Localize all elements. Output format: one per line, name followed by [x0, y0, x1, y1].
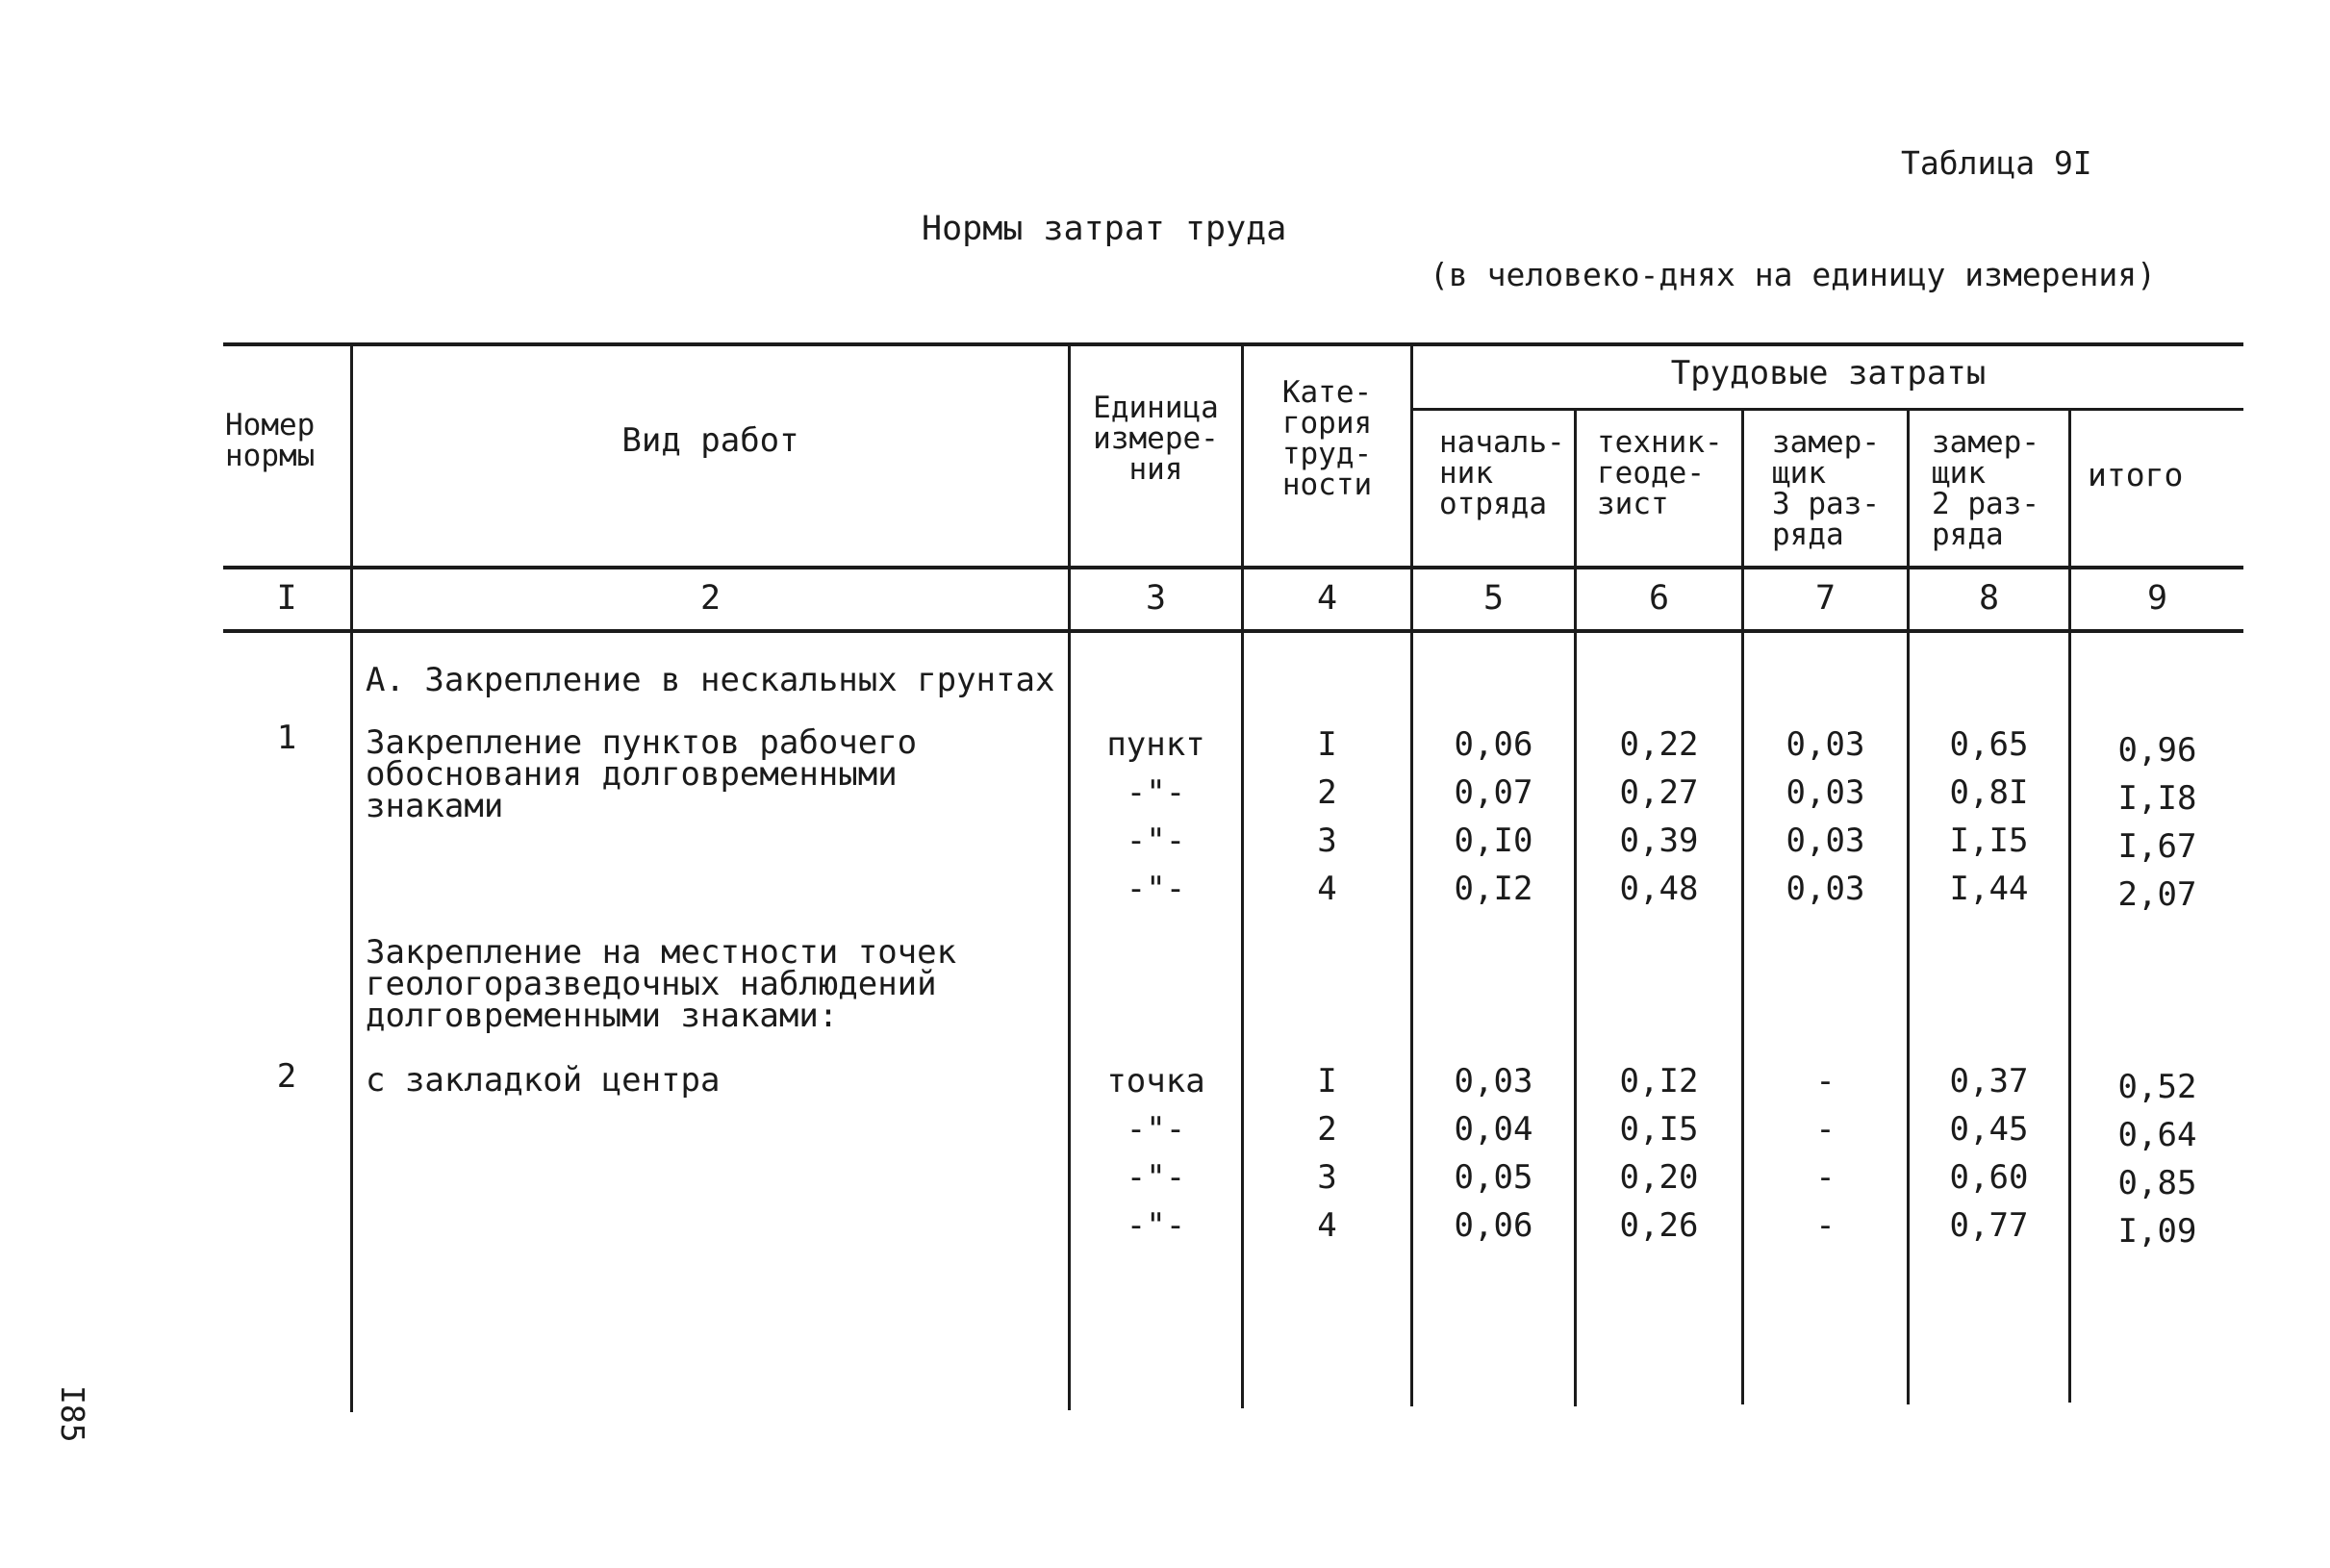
value-total: 0,96: [2117, 731, 2197, 770]
value-technician: 0,I2: [1619, 1062, 1699, 1100]
unit-cell: -"-: [1126, 773, 1186, 812]
header-meter-grade3: замер- щик 3 раз- ряда: [1772, 425, 1880, 552]
labor-group-rule: [1412, 408, 2243, 411]
group-heading: Закрепление на местности точек геологоразведочных наблюдений долговременными знаками:: [366, 933, 957, 1035]
value-total: I,67: [2117, 827, 2197, 866]
header-unit: Единица измере- ния: [1093, 391, 1219, 487]
category-cell: 4: [1317, 1206, 1337, 1245]
value-chief: 0,05: [1454, 1158, 1533, 1197]
column-divider: [1574, 408, 1577, 1406]
value-meter3: -: [1815, 1158, 1836, 1197]
value-meter2: I,I5: [1949, 822, 2029, 860]
column-divider: [1741, 408, 1744, 1404]
value-total: 0,64: [2117, 1116, 2197, 1154]
value-meter2: I,44: [1949, 870, 2029, 908]
value-meter2: 0,77: [1949, 1206, 2029, 1245]
category-cell: 3: [1317, 1158, 1337, 1197]
norm-description: с закладкой центра: [366, 1061, 721, 1100]
value-meter3: -: [1815, 1062, 1836, 1100]
column-number: I: [276, 579, 297, 618]
value-chief: 0,I0: [1454, 822, 1533, 860]
value-technician: 0,39: [1619, 822, 1699, 860]
value-technician: 0,22: [1619, 725, 1699, 764]
category-cell: I: [1317, 1062, 1337, 1100]
value-meter2: 0,60: [1949, 1158, 2029, 1197]
value-technician: 0,27: [1619, 773, 1699, 812]
column-number: 2: [699, 579, 722, 618]
unit-cell: пункт: [1106, 725, 1205, 764]
value-chief: 0,07: [1454, 773, 1533, 812]
units-note: (в человеко-днях на единицу измерения): [1430, 256, 2156, 293]
header-norm-number: Номер нормы: [225, 408, 316, 473]
value-meter2: 0,8I: [1949, 773, 2029, 812]
value-chief: 0,04: [1454, 1110, 1533, 1149]
header-technician: техник- геоде- зист: [1597, 425, 1723, 521]
value-meter2: 0,37: [1949, 1062, 2029, 1100]
column-number: 7: [1814, 579, 1836, 618]
unit-cell: -"-: [1126, 1110, 1186, 1149]
value-chief: 0,06: [1454, 725, 1533, 764]
value-meter3: -: [1815, 1206, 1836, 1245]
value-chief: 0,I2: [1454, 870, 1533, 908]
header-work-type: Вид работ: [621, 421, 799, 460]
column-number: 4: [1316, 579, 1338, 618]
page-number: I85: [54, 1385, 91, 1443]
column-numbers-rule: [223, 629, 2243, 633]
unit-cell: -"-: [1126, 1206, 1186, 1245]
category-cell: I: [1317, 725, 1337, 764]
value-meter3: 0,03: [1785, 725, 1865, 764]
top-rule: [223, 342, 2243, 346]
unit-cell: -"-: [1126, 870, 1186, 908]
unit-cell: -"-: [1126, 1158, 1186, 1197]
unit-cell: точка: [1106, 1062, 1205, 1100]
value-technician: 0,20: [1619, 1158, 1699, 1197]
category-cell: 2: [1317, 1110, 1337, 1149]
header-bottom-rule: [223, 566, 2243, 569]
column-divider: [350, 342, 353, 1412]
header-chief: началь- ник отряда: [1439, 425, 1565, 521]
value-technician: 0,26: [1619, 1206, 1699, 1245]
value-meter2: 0,45: [1949, 1110, 2029, 1149]
value-technician: 0,48: [1619, 870, 1699, 908]
value-total: 0,52: [2117, 1068, 2197, 1106]
section-heading: А. Закрепление в нескальных грунтах: [366, 661, 1055, 699]
column-number: 8: [1978, 579, 2000, 618]
value-total: I,09: [2117, 1212, 2197, 1251]
category-cell: 2: [1317, 773, 1337, 812]
column-number: 6: [1648, 579, 1670, 618]
value-total: 2,07: [2117, 875, 2197, 914]
unit-cell: -"-: [1126, 822, 1186, 860]
column-number: 3: [1145, 579, 1167, 618]
value-meter2: 0,65: [1949, 725, 2029, 764]
header-labor-costs: Трудовые затраты: [1670, 354, 1987, 392]
value-meter3: 0,03: [1785, 773, 1865, 812]
category-cell: 3: [1317, 822, 1337, 860]
value-meter3: 0,03: [1785, 822, 1865, 860]
column-divider: [1907, 408, 1910, 1404]
category-cell: 4: [1317, 870, 1337, 908]
value-chief: 0,03: [1454, 1062, 1533, 1100]
header-category: Кате- гория труд- ности: [1281, 375, 1373, 502]
value-total: 0,85: [2117, 1164, 2197, 1202]
header-total: итого: [2088, 456, 2184, 493]
value-technician: 0,I5: [1619, 1110, 1699, 1149]
column-number: 5: [1482, 579, 1505, 618]
norm-description: Закрепление пунктов рабочего обоснования долговременными знаками: [366, 723, 918, 825]
value-total: I,I8: [2117, 779, 2197, 818]
value-chief: 0,06: [1454, 1206, 1533, 1245]
header-meter-grade2: замер- щик 2 раз- ряда: [1932, 425, 2039, 552]
value-meter3: -: [1815, 1110, 1836, 1149]
value-meter3: 0,03: [1785, 870, 1865, 908]
document-title: Нормы затрат труда: [922, 210, 1287, 248]
table-number: Таблица 9I: [1901, 144, 2092, 182]
norm-number: 2: [276, 1057, 297, 1096]
norm-number: 1: [276, 719, 297, 757]
column-number: 9: [2146, 579, 2168, 618]
